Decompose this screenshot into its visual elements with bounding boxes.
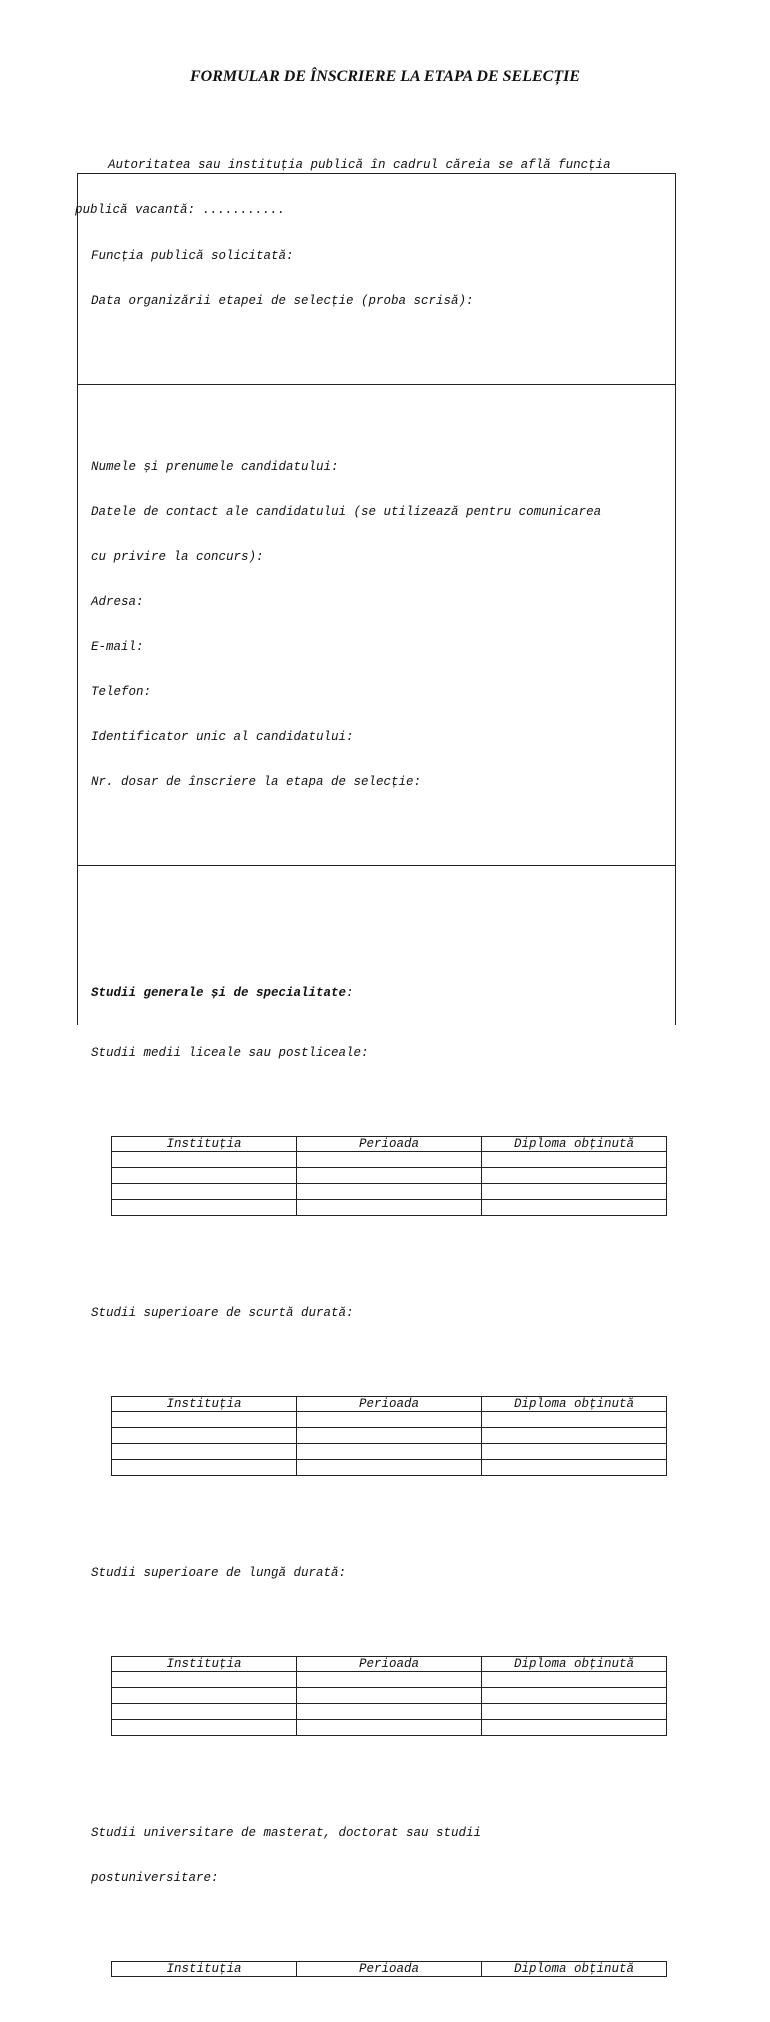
table-row[interactable] xyxy=(112,1460,667,1476)
table-row[interactable] xyxy=(112,1168,667,1184)
diploma-cell[interactable] xyxy=(482,1720,667,1736)
table-row[interactable] xyxy=(112,1444,667,1460)
contact-data-label: Datele de contact ale candidatului (se utilizează pentru comunicarea xyxy=(91,505,602,519)
period-cell[interactable] xyxy=(297,1412,482,1428)
unique-id-label: Identificator unic al candidatului: xyxy=(91,730,354,744)
form-frame xyxy=(77,173,676,1976)
studies-table-long-higher xyxy=(111,1656,667,1736)
section-position xyxy=(78,219,675,385)
studies-heading xyxy=(91,986,675,1001)
form-title: FORMULAR DE ÎNSCRIERE LA ETAPA DE SELECȚIE xyxy=(189,68,581,85)
period-cell[interactable] xyxy=(297,1460,482,1476)
col-diploma: Diploma obținută xyxy=(482,1397,667,1412)
institution-cell[interactable] xyxy=(112,1168,297,1184)
file-number-label: Nr. dosar de înscriere la etapa de selecție: xyxy=(91,775,422,789)
period-cell[interactable] xyxy=(297,1200,482,1216)
table-row[interactable] xyxy=(112,1184,667,1200)
group-label-highschool: Studii medii liceale sau postliceale: xyxy=(91,1046,369,1060)
table-row[interactable] xyxy=(112,1200,667,1216)
col-period: Perioada xyxy=(297,1137,482,1152)
section-candidate xyxy=(78,430,675,866)
diploma-cell[interactable] xyxy=(482,1168,667,1184)
diploma-cell[interactable] xyxy=(482,1412,667,1428)
studies-heading-colon: : xyxy=(346,986,354,1000)
group-label-short-higher: Studii superioare de scurtă durată: xyxy=(91,1306,354,1320)
institution-cell[interactable] xyxy=(112,1720,297,1736)
period-cell[interactable] xyxy=(297,1720,482,1736)
email-label: E-mail: xyxy=(91,640,144,654)
diploma-cell[interactable] xyxy=(482,1444,667,1460)
table-row[interactable] xyxy=(112,1672,667,1688)
diploma-cell[interactable] xyxy=(482,1688,667,1704)
table-row[interactable] xyxy=(112,1152,667,1168)
institution-cell[interactable] xyxy=(112,1184,297,1200)
period-cell[interactable] xyxy=(297,1704,482,1720)
col-institution: Instituția xyxy=(112,1962,297,1977)
institution-cell[interactable] xyxy=(112,1672,297,1688)
institution-cell[interactable] xyxy=(112,1444,297,1460)
group-label-long-higher: Studii superioare de lungă durată: xyxy=(91,1566,347,1580)
period-cell[interactable] xyxy=(297,1444,482,1460)
address-label: Adresa: xyxy=(91,595,144,609)
table-header-row xyxy=(112,1657,667,1672)
col-diploma: Diploma obținută xyxy=(482,1657,667,1672)
period-cell[interactable] xyxy=(297,1152,482,1168)
diploma-cell[interactable] xyxy=(482,1184,667,1200)
institution-cell[interactable] xyxy=(112,1412,297,1428)
institution-cell[interactable] xyxy=(112,1152,297,1168)
table-row[interactable] xyxy=(112,1688,667,1704)
table-header-row xyxy=(112,1397,667,1412)
studies-heading-text: Studii generale și de specialitate xyxy=(91,986,347,1000)
table-header-row xyxy=(112,1962,667,1977)
diploma-cell[interactable] xyxy=(482,1672,667,1688)
diploma-cell[interactable] xyxy=(482,1460,667,1476)
diploma-cell[interactable] xyxy=(482,1704,667,1720)
col-institution: Instituția xyxy=(112,1397,297,1412)
institution-cell[interactable] xyxy=(112,1460,297,1476)
period-cell[interactable] xyxy=(297,1428,482,1444)
period-cell[interactable] xyxy=(297,1168,482,1184)
section-studies xyxy=(78,911,675,2007)
intro-line-2: publică vacantă: ........... xyxy=(75,203,286,217)
period-cell[interactable] xyxy=(297,1672,482,1688)
col-institution: Instituția xyxy=(112,1657,297,1672)
intro-line-1: Autoritatea sau instituția publică în cadrul căreia se află funcția xyxy=(108,158,611,172)
institution-cell[interactable] xyxy=(112,1688,297,1704)
studies-table-short-higher xyxy=(111,1396,667,1476)
period-cell[interactable] xyxy=(297,1184,482,1200)
phone-label: Telefon: xyxy=(91,685,152,699)
col-diploma: Diploma obținută xyxy=(482,1962,667,1977)
col-diploma: Diploma obținută xyxy=(482,1137,667,1152)
table-row[interactable] xyxy=(112,1412,667,1428)
contact-data-label-cont: cu privire la concurs): xyxy=(91,550,264,564)
col-institution: Instituția xyxy=(112,1137,297,1152)
studies-table-postgrad xyxy=(111,1961,667,1977)
col-period: Perioada xyxy=(297,1962,482,1977)
diploma-cell[interactable] xyxy=(482,1200,667,1216)
institution-cell[interactable] xyxy=(112,1704,297,1720)
table-header-row xyxy=(112,1137,667,1152)
institution-cell[interactable] xyxy=(112,1428,297,1444)
group-label-postgrad: Studii universitare de masterat, doctorat sau studii xyxy=(91,1826,482,1840)
table-row[interactable] xyxy=(112,1720,667,1736)
period-cell[interactable] xyxy=(297,1688,482,1704)
col-period: Perioada xyxy=(297,1657,482,1672)
group-label-postgrad-cont: postuniversitare: xyxy=(91,1871,219,1885)
candidate-name-label: Numele și prenumele candidatului: xyxy=(91,460,339,474)
table-row[interactable] xyxy=(112,1704,667,1720)
diploma-cell[interactable] xyxy=(482,1152,667,1168)
col-period: Perioada xyxy=(297,1397,482,1412)
selection-date-label: Data organizării etapei de selecție (proba scrisă): xyxy=(91,294,474,308)
studies-table-highschool xyxy=(111,1136,667,1216)
position-field-label: Funcția publică solicitată: xyxy=(91,249,294,263)
diploma-cell[interactable] xyxy=(482,1428,667,1444)
institution-cell[interactable] xyxy=(112,1200,297,1216)
table-row[interactable] xyxy=(112,1428,667,1444)
